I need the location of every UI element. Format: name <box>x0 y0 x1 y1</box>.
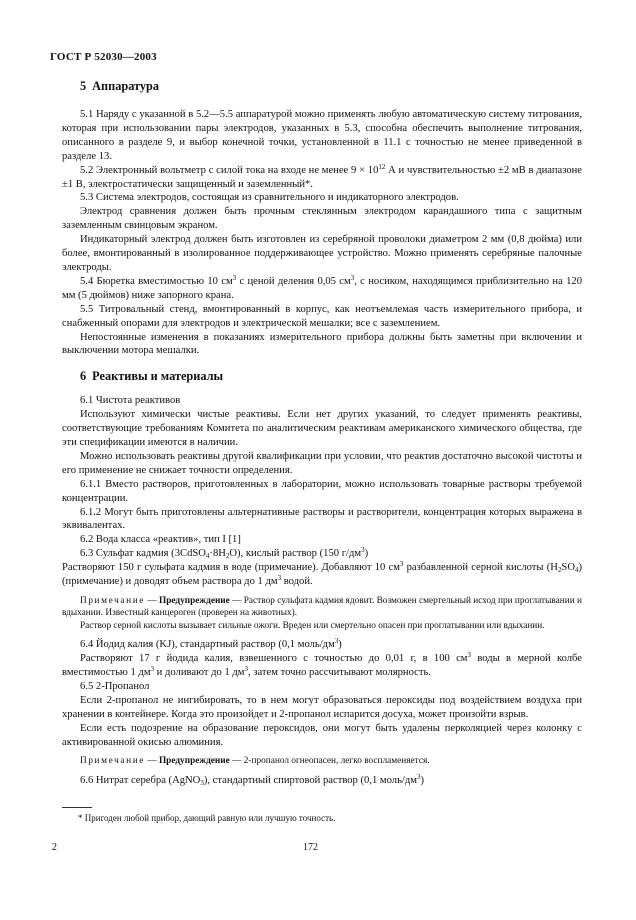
clause-6-1-text-a: Используют химически чистые реактивы. Если нет других указаний, то следует применять реактивы, соответствующие требованиям Комитета по аналитическим реактивам американского химического общества, где эти спецификации имеются в наличии. <box>62 409 582 449</box>
section-6-title: Реактивы и материалы <box>92 369 224 384</box>
clause-6-5-text-a: Если 2-пропанол не ингибировать, то в нем могут образоваться пероксиды под воздействием воздуха при хранении в контейнере. Когда это произойдет и 2-пропанол испарится досуха, может произойти взрыв. <box>62 694 582 720</box>
standard-header: ГОСТ Р 52030—2003 <box>50 51 157 63</box>
page-edition-number: 2 <box>52 842 57 853</box>
clause-5-3-reference-electrode: Электрод сравнения должен быть прочным стеклянным электродом карандашного типа с защитным заземленным свинцовым экраном. <box>62 206 582 232</box>
clause-6-1: 6.1 Чистота реактивов <box>80 395 181 407</box>
clause-6-3-body: Растворяют 150 г сульфата кадмия в воде (примечание). Добавляют 10 $см^3$ разбавленной серной кислоты $(H_2SO_4)$ (примечание) и доводят объем раствора до 1 $дм^3$ водой. <box>62 560 582 588</box>
footnote: * Пригоден любой прибор, дающий равную или лучшую точность. <box>78 813 336 823</box>
document-body <box>62 78 582 788</box>
clause-6-1-text-b: Можно использовать реактивы другой квалификации при условии, что реактив достаточно высокой чистоты и его применение не снижает точности определения. <box>62 450 582 476</box>
clause-6-5-text-b: Если есть подозрение на образование пероксидов, они могут быть удалены перколяцией через колонку с активированной окисью алюминия. <box>62 722 582 748</box>
footnote-divider <box>62 807 92 808</box>
clause-6-5: 6.5 2-Пропанол <box>80 680 150 692</box>
clause-5-5: 5.5 Титровальный стенд, вмонтированный в корпус, как неотъемлемая часть измерительного прибора, и снабженный опорами для электродов и электрической мешалки; все с заземлением. <box>62 303 582 329</box>
clause-5-5-note: Непостоянные изменения в показаниях измерительного прибора должны быть заметны при включении и выключении мотора мешалки. <box>62 331 582 357</box>
clause-5-1: 5.1 Наряду с указанной в 5.2—5.5 аппаратурой можно применять любую автоматическую систему титрования, которая при использовании пары электродов, указанных в 5.3, способна обеспечить выполнение титрования, описанного в разделе 9, и выбор конечной точки, установленной в 11.1 с точностью не менее приведенной в разделе 13. <box>62 109 582 162</box>
section-5-heading <box>62 78 582 94</box>
clause-6-1-2: 6.1.2 Могут быть приготовлены альтернативные растворы и растворители, концентрация которых выражена в эквивалентах. <box>62 506 582 532</box>
section-6-heading <box>62 368 582 384</box>
clause-5-3-indicator-electrode: Индикаторный электрод должен быть изготовлен из серебряной проволоки диаметром 2 мм (0,8 дюйма) или более, вмонтированный в изолированное поддерживающее устройство. Можно применять серебряные палочные электроды. <box>62 234 582 273</box>
clause-6-3: 6.3 Сульфат кадмия $(3CdSO_4\cdot 8H_2O)$, кислый раствор (150 $г/дм^3$) <box>80 546 369 561</box>
clause-6-1-1: 6.1.1 Вместо растворов, приготовленных в лаборатории, можно использовать товарные растворы требуемой концентрации. <box>62 478 582 504</box>
clause-6-6: 6.6 Нитрат серебра (AgNO$_3$), стандартный спиртовой раствор (0,1 моль/$дм^3$) <box>80 772 424 787</box>
clause-5-3: 5.3 Система электродов, состоящая из сравнительного и индикаторного электродов. <box>80 192 459 204</box>
note-cadmium-warning: Примечание — Предупреждение — Раствор сульфата кадмия ядовит. Возможен смертельный исход при проглатывании и вдыхании. Известный канцероген (проверен на животных). <box>62 596 582 619</box>
clause-5-2: 5.2 Электронный вольтметр с силой тока на входе не менее $9 \times 10^{12}$ А и чувствительностью ±2 мВ в диапазоне ±1 В, электростатически защищенный и заземленный*. <box>62 162 582 190</box>
section-5-title: Аппаратура <box>92 79 160 93</box>
page-number: 172 <box>303 842 318 853</box>
note-propanol-warning: Примечание — Предупреждение — 2-пропанол огнеопасен, легко воспламеняется. <box>80 756 430 767</box>
note-sulfuric-acid: Раствор серной кислоты вызывает сильные ожоги. Вреден или смертельно опасен при проглатывании или вдыхании. <box>80 620 545 631</box>
clause-5-4: 5.4 Бюретка вместимостью 10 $см^3$ с ценой деления 0,05 $см^3$, с носиком, находящимся приблизительно на 120 мм (5 дюймов) ниже запорного крана. <box>62 273 583 301</box>
clause-6-2: 6.2 Вода класса «реактив», тип I [1] <box>80 534 241 546</box>
clause-6-4: 6.4 Йодид калия (KJ), стандартный раствор (0,1 моль/$дм^3$) <box>80 637 342 651</box>
section-6-number: 6 <box>80 369 87 384</box>
clause-6-4-body: Растворяют 17 г йодида калия, взвешенного с точностью до 0,01 г, в 100 $см^3$ воды в мерной колбе вместимостью 1 $дм^3$ и доливают до 1 $дм^3$, затем точно рассчитывают молярность. <box>62 651 582 679</box>
section-5-number: 5 <box>80 79 87 93</box>
